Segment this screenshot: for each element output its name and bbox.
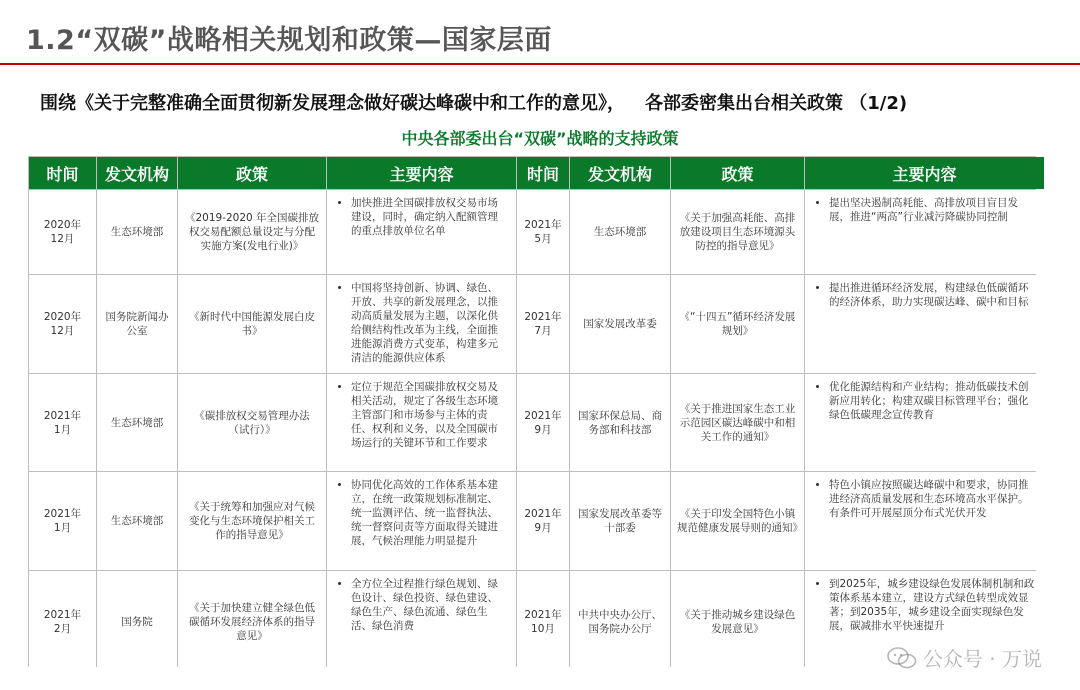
header-time-right: 时间 xyxy=(517,157,569,189)
subtitle-right: 各部委密集出台相关政策 （1/2) xyxy=(645,93,908,114)
cell-org: 生态环境部 xyxy=(570,190,670,274)
watermark xyxy=(887,643,1042,672)
content-bullet: • 优化能源结构和产业结构；推动低碳技术创新应用转化；构建双碳目标管理平台；强化绿色低碳理念宣传教育 xyxy=(829,380,1036,422)
cell-time: 2021年 5月 xyxy=(517,190,569,274)
cell-org: 国家环保总局、商务部和科技部 xyxy=(570,374,670,471)
cell-content xyxy=(327,275,516,373)
cell-content xyxy=(327,190,516,274)
cell-content xyxy=(327,571,516,673)
cell-org: 生态环境部 xyxy=(97,472,177,570)
header-content-right: 主要内容 xyxy=(805,157,1044,189)
cell-content xyxy=(805,374,1044,471)
cell-content xyxy=(805,472,1044,570)
subtitle-left: 围绕《关于完整准确全面贯彻新发展理念做好碳达峰碳中和工作的意见》， xyxy=(40,93,625,114)
cell-policy: 《关于推进国家生态工业示范园区碳达峰碳中和相关工作的通知》 xyxy=(671,374,804,471)
content-bullet: • 到2025年，城乡建设绿色发展体制机制和政策体系基本建立，建设方式绿色转型成效显著；到2035年，城乡建设全面实现绿色发展，碳减排水平快速提升 xyxy=(829,577,1036,633)
header-org-left: 发文机构 xyxy=(97,157,177,189)
cell-org: 国家发展改革委 xyxy=(570,275,670,373)
cell-content xyxy=(327,374,516,471)
header-policy-left: 政策 xyxy=(178,157,326,189)
content-bullet: • 定位于规范全国碳排放权交易及相关活动，规定了各级生态环境主管部门和市场参与主体的责任、权利和义务，以及全国碳市场运行的关键环节和工作要求 xyxy=(351,380,508,450)
cell-org: 生态环境部 xyxy=(97,190,177,274)
cell-policy: 《2019-2020 年全国碳排放权交易配额总量设定与分配实施方案(发电行业)》 xyxy=(178,190,326,274)
cell-time: 2021年 10月 xyxy=(517,571,569,673)
cell-time: 2021年 9月 xyxy=(517,472,569,570)
content-bullet: • 特色小镇应按照碳达峰碳中和要求，协同推进经济高质量发展和生态环境高水平保护。有条件可开展屋顶分布式光伏开发 xyxy=(829,478,1036,520)
page-title: 1.2“双碳”战略相关规划和政策—国家层面 xyxy=(26,25,552,56)
header-content-left: 主要内容 xyxy=(327,157,516,189)
cell-content xyxy=(805,190,1044,274)
cell-org: 中共中央办公厅、国务院办公厅 xyxy=(570,571,670,673)
watermark-text: 公众号 · 万说 xyxy=(922,647,1042,671)
content-bullet: • 全方位全过程推行绿色规划、绿色设计、绿色投资、绿色建设、绿色生产、绿色流通、绿色生活、绿色消费 xyxy=(351,577,508,633)
cell-policy: 《关于推动城乡建设绿色发展意见》 xyxy=(671,571,804,673)
content-bullet: • 协同优化高效的工作体系基本建立，在统一政策规划标准制定、统一监测评估、统一监督执法、统一督察问责等方面取得关键进展，气候治理能力明显提升 xyxy=(351,478,508,548)
content-bullet: • 中国将坚持创新、协调、绿色、开放、共享的新发展理念，以推动高质量发展为主题，以深化供给侧结构性改革为主线，全面推进能源消费方式变革，构建多元清洁的能源供应体系 xyxy=(351,281,508,365)
policy-table xyxy=(28,156,1036,667)
cell-org: 生态环境部 xyxy=(97,374,177,471)
header-time-left: 时间 xyxy=(29,157,96,189)
cell-policy: 《关于加强高耗能、高排放建设项目生态环境源头防控的指导意见》 xyxy=(671,190,804,274)
cell-time: 2021年 1月 xyxy=(29,374,96,471)
title-divider xyxy=(0,63,1080,65)
cell-time: 2021年 7月 xyxy=(517,275,569,373)
cell-policy: 《新时代中国能源发展白皮书》 xyxy=(178,275,326,373)
content-bullet: • 提出坚决遏制高耗能、高排放项目盲目发展，推进“两高”行业减污降碳协同控制 xyxy=(829,196,1036,224)
cell-time: 2021年 1月 xyxy=(29,472,96,570)
cell-policy: 《关于印发全国特色小镇规范健康发展导则的通知》 xyxy=(671,472,804,570)
cell-time: 2021年 9月 xyxy=(517,374,569,471)
cell-time: 2020年 12月 xyxy=(29,190,96,274)
cell-time: 2021年 2月 xyxy=(29,571,96,673)
subtitle xyxy=(40,89,1050,115)
cell-org: 国家发展改革委等十部委 xyxy=(570,472,670,570)
cell-content xyxy=(805,275,1044,373)
table-title: 中央各部委出台“双碳”战略的支持政策 xyxy=(401,129,679,148)
cell-org: 国务院 xyxy=(97,571,177,673)
content-bullet: • 加快推进全国碳排放权交易市场建设，同时，确定纳入配额管理的重点排放单位名单 xyxy=(351,196,508,238)
header-policy-right: 政策 xyxy=(671,157,804,189)
cell-policy: 《“十四五”循环经济发展规划》 xyxy=(671,275,804,373)
cell-org: 国务院新闻办公室 xyxy=(97,275,177,373)
content-bullet: • 提出推进循环经济发展，构建绿色低碳循环的经济体系，助力实现碳达峰、碳中和目标 xyxy=(829,281,1036,309)
wechat-icon xyxy=(887,646,917,670)
cell-policy: 《关于统筹和加强应对气候变化与生态环境保护相关工作的指导意见》 xyxy=(178,472,326,570)
cell-policy: 《碳排放权交易管理办法（试行）》 xyxy=(178,374,326,471)
cell-content xyxy=(327,472,516,570)
cell-policy: 《关于加快建立健全绿色低碳循环发展经济体系的指导意见》 xyxy=(178,571,326,673)
header-org-right: 发文机构 xyxy=(570,157,670,189)
cell-time: 2020年 12月 xyxy=(29,275,96,373)
